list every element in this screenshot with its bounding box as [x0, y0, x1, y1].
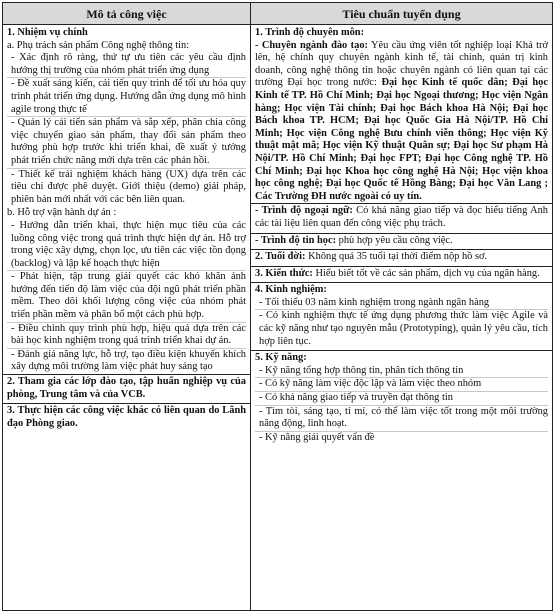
list-item: - Tối thiểu 03 năm kinh nghiệm trong ngành ngân hàng: [259, 296, 490, 308]
subsection-a-title: a. Phụ trách sản phẩm Công nghệ thông tin:: [7, 39, 190, 51]
section-2-block: [3, 374, 250, 403]
list-item: - Điều chỉnh quy trình phù hợp, hiệu quả dựa trên các bài học kinh nghiệm trong quá trình triển khai dự án.: [7, 322, 246, 348]
language-block: [251, 203, 552, 232]
recruitment-criteria-column: [251, 25, 552, 610]
section-3-block: [3, 403, 250, 432]
language-label: - Trình độ ngoại ngữ:: [255, 205, 353, 217]
list-item: - Tìm tòi, sáng tạo, tỉ mỉ, có thể làm việc tốt trong một môi trường năng động, linh hoạt.: [255, 405, 548, 431]
it-text: phù hợp yêu cầu công việc.: [336, 234, 453, 246]
experience-block: [251, 282, 552, 350]
age-label: 2. Tuổi đời:: [255, 251, 306, 263]
subsection-b-title: b. Hỗ trợ vận hành dự án :: [7, 207, 117, 219]
header-job-description: Mô tả công việc: [3, 3, 251, 25]
list-item: - Hướng dẫn triển khai, thực hiện mục tiêu của các luồng công việc trong quá trình thực hiện dự án. Hỗ trợ trong việc xây dựng, chọn lọc, ưu tiên các việc tồn đọng (backlog) và lập kế hoạch thực hiện: [11, 219, 246, 269]
list-item: - Quản lý cải tiến sản phẩm và sắp xếp, phân chia công việc chuyển giao sản phẩm, thay đổi sản phẩm theo hướng phù hợp trước khi triển khai, đề xuất ý tưởng phát triển chức năng mới dựa trên các phản hồi.: [7, 116, 246, 167]
list-item: - Có kỹ năng làm việc độc lập và làm việc theo nhóm: [255, 377, 548, 391]
major-text: Yêu cầu ứng viên tốt nghiệp loại Khá trở lên, hệ chính quy chuyên ngành kinh tế, tài chính, quản trị kinh doanh, công nghệ thông tin hoặc chuyên ngành có liên quan tại các trường Đại học trong nước:: [255, 39, 548, 89]
section-2-text: 2. Tham gia các lớp đào tạo, tập huấn nghiệp vụ của phòng, Trung tâm và của VCB.: [7, 376, 246, 400]
age-block: [251, 249, 552, 266]
experience-title: 4. Kinh nghiệm:: [255, 284, 327, 296]
skills-block: [251, 350, 552, 446]
language-requirement: [255, 205, 548, 230]
knowledge-label: 3. Kiến thức:: [255, 267, 313, 279]
list-item: - Đánh giá năng lực, hỗ trợ, tạo điều kiện khuyến khích xây dựng môi trường làm việc phát huy sáng tạo: [7, 348, 246, 374]
list-item: - Kỹ năng tổng hợp thông tin, phân tích thông tin: [259, 364, 464, 376]
subsection-b-list: [7, 220, 246, 374]
list-item: - Đề xuất sáng kiến, cải tiến quy trình để tối ưu hóa quy trình phát triển ứng dụng. Hướng dẫn ứng dụng mô hình agile trong thực tế: [7, 77, 246, 116]
major-requirement: [255, 40, 548, 204]
list-item: - Phát hiện, tập trung giải quyết các khó khăn ảnh hưởng đến tiến độ làm việc của đội ngũ phát triển phần mềm. Theo dõi khối lượng công việc của nhóm phát triển phần mềm và phân bổ một cách phù hợp.: [7, 270, 246, 321]
list-item: - Thiết kế trải nghiệm khách hàng (UX) dựa trên các tiêu chí được phê duyệt. Giới thiệu (demo) giải pháp, phiên bản mới nhất với các bên liên quan.: [7, 168, 246, 207]
knowledge-block: [251, 266, 552, 283]
list-item: - Kỹ năng giải quyết vấn đề: [255, 431, 548, 445]
knowledge-text: Hiểu biết tốt về các sản phẩm, dịch vụ của ngân hàng.: [312, 267, 540, 279]
recruitment-table: [2, 2, 553, 611]
skills-title: 5. Kỹ năng:: [255, 352, 307, 364]
it-label: - Trình độ tin học:: [255, 234, 337, 246]
section-1-title: 1. Nhiệm vụ chính: [7, 27, 88, 38]
age-requirement: [255, 251, 548, 264]
major-label: - Chuyên ngành đào tạo:: [255, 39, 368, 51]
list-item: - Xác định rõ ràng, thứ tự ưu tiên các yêu cầu định hướng thị trường của nhóm phát triển ứng dụng: [11, 52, 246, 76]
subsection-a-list: [7, 52, 246, 206]
section-3-text: 3. Thực hiện các công việc khác có liên quan do Lãnh đạo Phòng giao.: [7, 405, 246, 429]
it-skill-block: [251, 233, 552, 250]
header-recruitment-criteria: Tiêu chuẩn tuyển dụng: [251, 3, 552, 25]
language-text: Có khả năng giao tiếp và đọc hiểu tiếng Anh các tài liệu liên quan đến công việc phụ trách.: [255, 205, 548, 229]
it-requirement: [255, 235, 548, 248]
list-item: - Có kinh nghiệm thực tế ứng dụng phương thức làm việc Agile và các kỹ năng như tạo nguyên mẫu (Prototyping), quản lý yêu cầu, tích hợp liên tục.: [255, 309, 548, 348]
criteria-1-title: 1. Trình độ chuyên môn:: [255, 27, 365, 38]
job-description-column: [3, 25, 251, 610]
knowledge-requirement: [255, 268, 548, 281]
list-item: - Có khả năng giao tiếp và truyền đạt thông tin: [255, 391, 548, 405]
school-list: Đại học Kinh tế quốc dân; Đại học Kinh tế TP. Hồ Chí Minh; Đại học Ngoại thương; Học viện Ngân hàng; Học viện Tài chính; Đại học Bách khoa Hà Nội; Đại học Bách khoa TP. HCM; Đại học Quốc Gia Hà Nội/TP. Hồ Chí Minh; Học viện Công nghệ Bưu chính viễn thông; Học viện Kỹ thuật mật mã; Học viện Kỹ thuật Quân sự; Đại học Sư phạm Hà Nội/TP. Hồ Chí Minh; Đại học FPT; Đại học Công nghệ TP. Hồ Chí Minh; Đại học Khoa học công nghệ Hà Nội; Học viện khoa học công nghệ; Đại học Quốc tế Hồng Bàng; Đại học Văn Lang ; Các Trường ĐH nước ngoài có uy tín.: [255, 77, 548, 202]
age-text: Không quá 35 tuổi tại thời điểm nộp hồ sơ.: [305, 251, 488, 263]
